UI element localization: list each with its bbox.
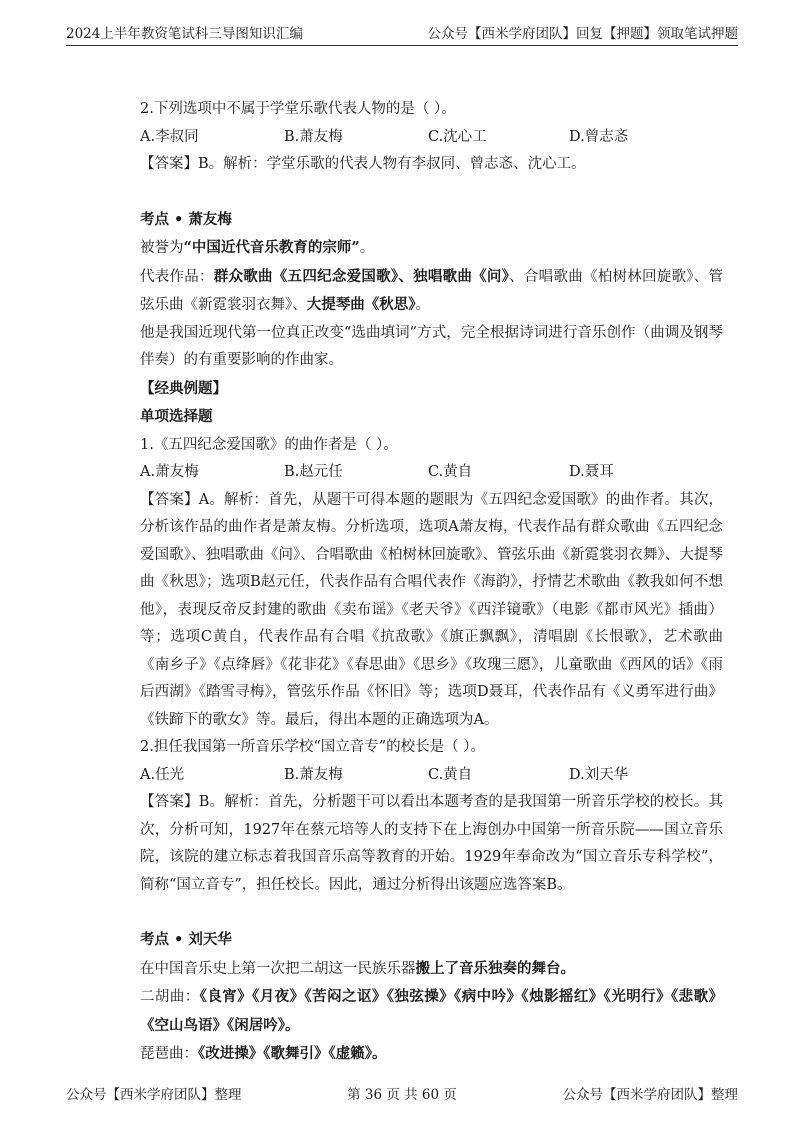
page-number: 第 36 页 共 60 页: [347, 1087, 457, 1103]
page-body: [140, 96, 723, 1069]
option-b: B.赵元任: [284, 464, 343, 480]
option-d: D.聂耳: [569, 464, 614, 480]
page-header: [66, 18, 738, 46]
answer-text: 【答案】B。解析：学堂乐歌的代表人物有李叔同、曾志忞、沈心工。: [140, 156, 586, 172]
option-d: D.曾志忞: [569, 128, 629, 145]
page-footer: [66, 1083, 738, 1103]
option-b: B.萧友梅: [284, 766, 343, 783]
option-c: C.黄自: [428, 766, 473, 783]
answer-text: 【答案】B。解析：首先，分析题干可以看出本题考查的是我国第一所音乐学校的校长。其次，分析可知，1927年在蔡元培等人的支持下在上海创办中国第一所音乐院——国立音乐院，该院的建立标志着我国音乐高等教育的开始。1929年奉命改为“国立音乐专科学校”，简称“国立音专”，担任校长。因此，通过分析得出该题应选答案B。: [140, 794, 723, 893]
options-row: [140, 762, 723, 790]
question-text: 2.下列选项中不属于学堂乐歌代表人物的是（ ）。: [140, 101, 456, 117]
option-a: A.萧友梅: [140, 464, 199, 480]
answer-text: 【答案】A。解析：首先，从题干可得本题的题眼为《五四纪念爱国歌》的曲作者。其次，分析该作品的曲作者是萧友梅。分析选项，选项A萧友梅，代表作品有群众歌曲《五四纪念爱国歌》、独唱歌曲《问》、合唱歌曲《柏树林回旋歌》、管弦乐曲《新霓裳羽衣舞》、大提琴曲《秋思》；选项B赵元任，代表作品有合唱代表作《海韵》，抒情艺术歌曲《教我如何不想他》，表现反帝反封建的歌曲《卖布谣》《老天爷》《西洋镜歌》（电影《都市风光》插曲）等；选项C黄自，代表作品有合唱《抗敌歌》《旗正飘飘》，清唱剧《长恨歌》，艺术歌曲《南乡子》《点绛唇》《花非花》《春思曲》《思乡》《玫瑰三愿》，儿童歌曲《西风的话》《雨后西湖》《踏雪寻梅》，管弦乐作品《怀旧》等；选项D聂耳，代表作品有《义勇军进行曲》《铁蹄下的歌女》等。最后，得出本题的正确选项为A。: [140, 491, 723, 728]
description: 他是我国近现代第一位真正改变“选曲填词”方式，完全根据诗词进行音乐创作（曲调及钢琴伴奏）的有重要影响的作曲家。: [140, 324, 723, 368]
header-right: 公众号【西米学府团队】回复【押题】领取笔试押题: [427, 26, 738, 42]
fame-line: 被誉为“中国近代音乐教育的宗师”。: [140, 239, 375, 256]
option-a: A.任光: [140, 766, 185, 783]
classic-heading: 【经典例题】: [140, 379, 227, 397]
works-line: 代表作品：群众歌曲《五四纪念爱国歌》、独唱歌曲《问》、合唱歌曲《柏树林回旋歌》、管弦乐曲《新霓裳羽衣舞》、大提琴曲《秋思》。: [140, 267, 724, 313]
footer-left: 公众号【西米学府团队】整理: [66, 1087, 242, 1103]
options-row: [140, 124, 723, 152]
option-a: A.李叔同: [140, 128, 199, 145]
option-d: D.刘天华: [569, 766, 629, 783]
header-left: 2024上半年教资笔试科三导图知识汇编: [66, 26, 303, 42]
option-c: C.黄自: [428, 464, 473, 480]
option-b: B.萧友梅: [284, 128, 343, 145]
section-title: 考点 • 刘天华: [140, 931, 232, 948]
pipa-works: 琵琶曲：《改进操》《歌舞引》《虚籁》。: [140, 1045, 387, 1062]
footer-right: 公众号【西米学府团队】整理: [562, 1087, 738, 1103]
question-text: 1.《五四纪念爱国歌》的曲作者是（ ）。: [140, 436, 398, 453]
erhu-works: 二胡曲：《良宵》《月夜》《苦闷之讴》《独弦操》《病中吟》《烛影摇红》《光明行》《悲歌》《空山鸟语》《闲居吟》。: [140, 988, 724, 1034]
single-choice-heading: 单项选择题: [140, 408, 213, 425]
option-c: C.沈心工: [428, 128, 487, 145]
section-title: 考点 • 萧友梅: [140, 210, 232, 228]
question-text: 2.担任我国第一所音乐学校“国立音专”的校长是（ ）。: [140, 739, 486, 755]
intro-line: 在中国音乐史上第一次把二胡这一民族乐器搬上了音乐独奏的舞台。: [140, 959, 575, 977]
options-row: [140, 459, 723, 487]
